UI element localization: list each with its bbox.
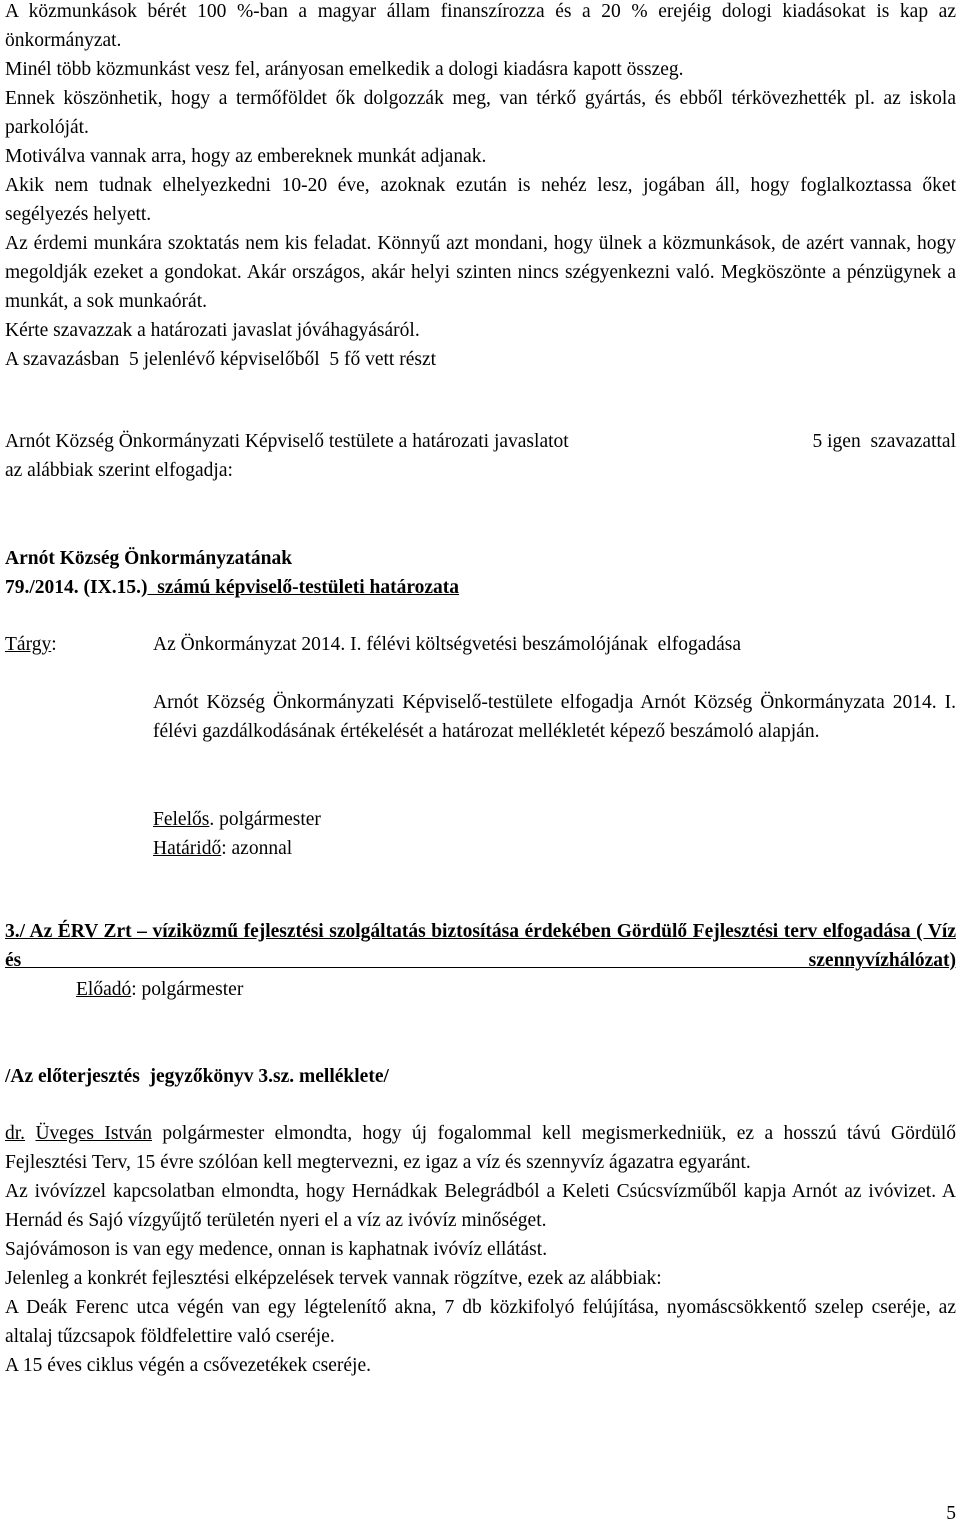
vote-count: 5 igen szavazattal <box>812 431 956 452</box>
paragraph: Az ivóvízzel kapcsolatban elmondta, hogy Hernádkak Belegrádból a Keleti Csúcsvízműből kapja Arnót az ivóvizet. A Hernád és Sajó vízgyűjtő területén nyeri el a víz az ivóvíz minőséget. <box>5 1181 956 1231</box>
presenter-line <box>5 975 956 1004</box>
paragraph: A szavazásban 5 jelenlévő képviselőből 5 fő vett részt <box>5 349 437 370</box>
speaker-title: dr. <box>5 1123 26 1144</box>
resolution-body-block <box>153 688 956 746</box>
discussion-section <box>5 1119 956 1380</box>
deadline-line <box>153 834 956 863</box>
subject-text: Az Önkormányzat 2014. I. félévi költségvetési beszámolójának elfogadása <box>153 634 742 655</box>
paragraph: Kérte szavazzak a határozati javaslat jóváhagyásáról. <box>5 320 420 341</box>
resolution-heading: Arnót Község Önkormányzatának <box>5 548 293 569</box>
paragraph <box>5 1119 956 1177</box>
subject-row <box>5 630 956 659</box>
subject-label-wrap <box>5 630 153 659</box>
responsibility-block <box>153 805 956 863</box>
deadline-value: : azonnal <box>221 838 293 859</box>
responsible-value: . polgármester <box>209 809 321 830</box>
responsible-label: Felelős <box>153 809 210 830</box>
attachment-note: /Az előterjesztés jegyzőkönyv 3.sz. melléklete/ <box>5 1066 389 1087</box>
agenda-item-title: 3./ Az ÉRV Zrt – víziközmű fejlesztési szolgáltatás biztosítása érdekében Gördülő Fejlesztési terv elfogadása ( Víz és szennyvízhálózat) <box>5 921 956 971</box>
resolution-block <box>5 544 956 602</box>
intro-section <box>5 0 956 374</box>
paragraph: Az érdemi munkára szoktatás nem kis feladat. Könnyű azt mondani, hogy ülnek a közmunkások, de azért vannak, hogy megoldják ezeket a gondokat. Akár országos, akár helyi szinten nincs szégyenkezni való. Megköszönte a pénzügynek a munkát, a sok munkaórát. <box>5 233 956 312</box>
paragraph-text: polgármester elmondta, hogy új fogalommal kell megismerkedniük, ez a hosszú távú Gördülő Fejlesztési Terv, 15 évre szólóan kell megtervezni, ez igaz a víz és szennyvíz ágazatra egyaránt. <box>5 1123 957 1173</box>
presenter-value: : polgármester <box>131 979 244 1000</box>
responsible-line <box>153 805 956 834</box>
speaker-name: Üveges István <box>35 1123 153 1144</box>
vote-text: Arnót Község Önkormányzati Képviselő testülete a határozati javaslatot <box>5 431 569 452</box>
resolution-number-text: 79./2014. (IX.15.) <box>5 577 148 598</box>
paragraph: A közmunkások bérét 100 %-ban a magyar állam finanszírozza és a 20 % erejéig dologi kiadásokat is kap az önkormányzat. <box>5 1 956 51</box>
agenda-item-3 <box>5 917 956 1004</box>
subject-colon: : <box>51 634 57 655</box>
paragraph: Ennek köszönhetik, hogy a termőföldet ők dolgozzák meg, van térkő gyártás, és ebből térkövezhették pl. az iskola parkolóját. <box>5 88 956 138</box>
paragraph: Jelenleg a konkrét fejlesztési elképzelések tervek vannak rögzítve, ezek az alábbiak: <box>5 1268 662 1289</box>
paragraph: Sajóvámoson is van egy medence, onnan is kaphatnak ivóvíz ellátást. <box>5 1239 548 1260</box>
paragraph: Akik nem tudnak elhelyezkedni 10-20 éve, azoknak ezután is nehéz lesz, jogában áll, hogy foglalkoztassa őket segélyezés helyett. <box>5 175 956 225</box>
vote-statement <box>5 427 956 485</box>
resolution-heading-underlined: számú képviselő-testületi határozata <box>147 577 460 598</box>
resolution-body: Arnót Község Önkormányzati Képviselő-testülete elfogadja Arnót Község Önkormányzata 2014. I. félévi gazdálkodásának értékelését a határozat mellékletét képező beszámoló alapján. <box>153 692 956 742</box>
paragraph: Motiválva vannak arra, hogy az embereknek munkát adjanak. <box>5 146 487 167</box>
deadline-label: Határidő <box>153 838 222 859</box>
paragraph: Minél több közmunkást vesz fel, arányosan emelkedik a dologi kiadásra kapott összeg. <box>5 59 684 80</box>
paragraph: A 15 éves ciklus végén a csővezetékek cseréje. <box>5 1355 372 1376</box>
attachment-note-block <box>5 1062 956 1091</box>
subject-label: Tárgy <box>5 634 52 655</box>
resolution-number <box>5 573 956 602</box>
page-number: 5 <box>946 1503 956 1524</box>
paragraph: A Deák Ferenc utca végén van egy légtelenítő akna, 7 db közkifolyó felújítása, nyomáscsökkentő szelep cseréje, az altalaj tűzcsapok földfelettire való cseréje. <box>5 1297 956 1347</box>
presenter-label: Előadó <box>76 979 132 1000</box>
vote-text-continued: az alábbiak szerint elfogadja: <box>5 460 233 481</box>
